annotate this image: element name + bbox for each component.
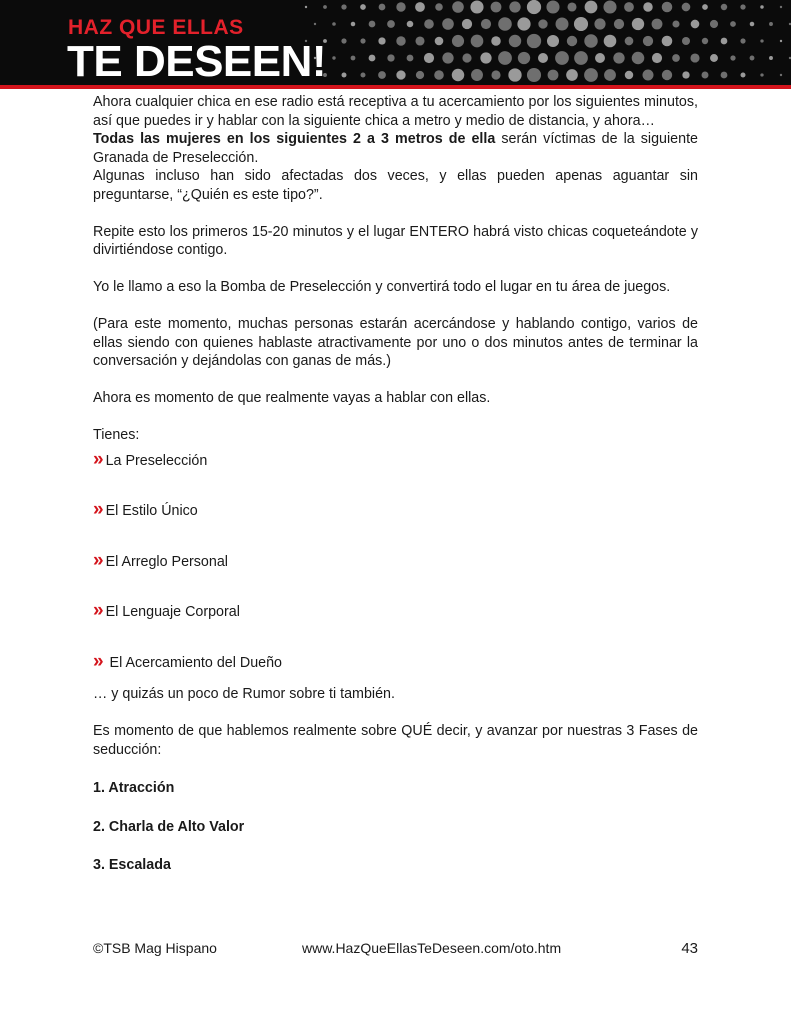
- paragraph-text: serán víctimas de la siguiente Granada de Preselección.: [93, 131, 698, 166]
- paragraph: Algunas incluso han sido afectadas dos veces, y ellas pueden apenas aguantar sin preguntarse, “¿Quién es este tipo?”.: [93, 168, 698, 203]
- phase-heading: 1. Atracción: [93, 780, 175, 796]
- list-item: [93, 650, 698, 672]
- list-item: [93, 501, 698, 520]
- list-item: [93, 602, 698, 621]
- paragraph: [93, 130, 698, 167]
- chevron-bullet-icon: »: [93, 499, 102, 520]
- paragraph: Repite esto los primeros 15-20 minutos y el lugar ENTERO habrá visto chicas coqueteándote y divirtiéndose contigo.: [93, 223, 698, 258]
- phase-heading: 2. Charla de Alto Valor: [93, 818, 245, 835]
- phase-heading: 3. Escalada: [93, 857, 171, 873]
- footer-url: www.HazQueEllasTeDeseen.com/oto.htm: [302, 940, 562, 956]
- chevron-bullet-icon: »: [93, 650, 102, 672]
- bold-phrase: Todas las mujeres en los siguientes 2 a 3 metros de ella: [93, 131, 496, 147]
- paragraph: Ahora es momento de que realmente vayas a hablar con ellas.: [93, 390, 491, 406]
- header-red-stripe: [0, 85, 791, 89]
- list-item-label: La Preselección: [105, 452, 208, 469]
- paragraph: Ahora cualquier chica en ese radio está receptiva a tu acercamiento por los siguientes minutos, así que puedes ir y hablar con la siguiente chica a metro y medio de distancia, y ahora…: [93, 94, 698, 129]
- paragraph: … y quizás un poco de Rumor sobre ti también.: [93, 686, 395, 702]
- list-item-label: El Lenguaje Corporal: [105, 604, 240, 620]
- list-item-label: El Acercamiento del Dueño: [105, 654, 283, 671]
- list-item: [93, 549, 698, 571]
- list-item-label: El Estilo Único: [105, 503, 198, 519]
- paragraph: Tienes:: [93, 427, 140, 443]
- chevron-bullet-icon: »: [93, 600, 102, 621]
- page-header-banner: [0, 0, 791, 85]
- decorative-dot-pattern: [300, 0, 791, 85]
- logo-title: TE DESEEN!: [67, 37, 327, 85]
- chevron-bullet-icon: »: [93, 549, 102, 571]
- page-footer: [93, 940, 698, 960]
- page-body: [93, 93, 698, 875]
- list-item-label: El Arreglo Personal: [105, 553, 228, 570]
- list-item: [93, 448, 698, 470]
- paragraph: (Para este momento, muchas personas estarán acercándose y hablando contigo, varios de ellas siendo con quienes hablaste atractivamente por uno o dos minutos antes de terminar la conversación y dejándolas con ganas de más.): [93, 316, 698, 369]
- chevron-bullet-icon: »: [93, 448, 102, 470]
- logo-tagline: HAZ QUE ELLAS: [68, 16, 244, 39]
- paragraph: Es momento de que hablemos realmente sobre QUÉ decir, y avanzar por nuestras 3 Fases de seducción:: [93, 723, 698, 758]
- page-number: 43: [681, 940, 698, 957]
- footer-copyright: ©TSB Mag Hispano: [93, 940, 217, 956]
- paragraph: Yo le llamo a eso la Bomba de Preselección y convertirá todo el lugar en tu área de juegos.: [93, 279, 671, 295]
